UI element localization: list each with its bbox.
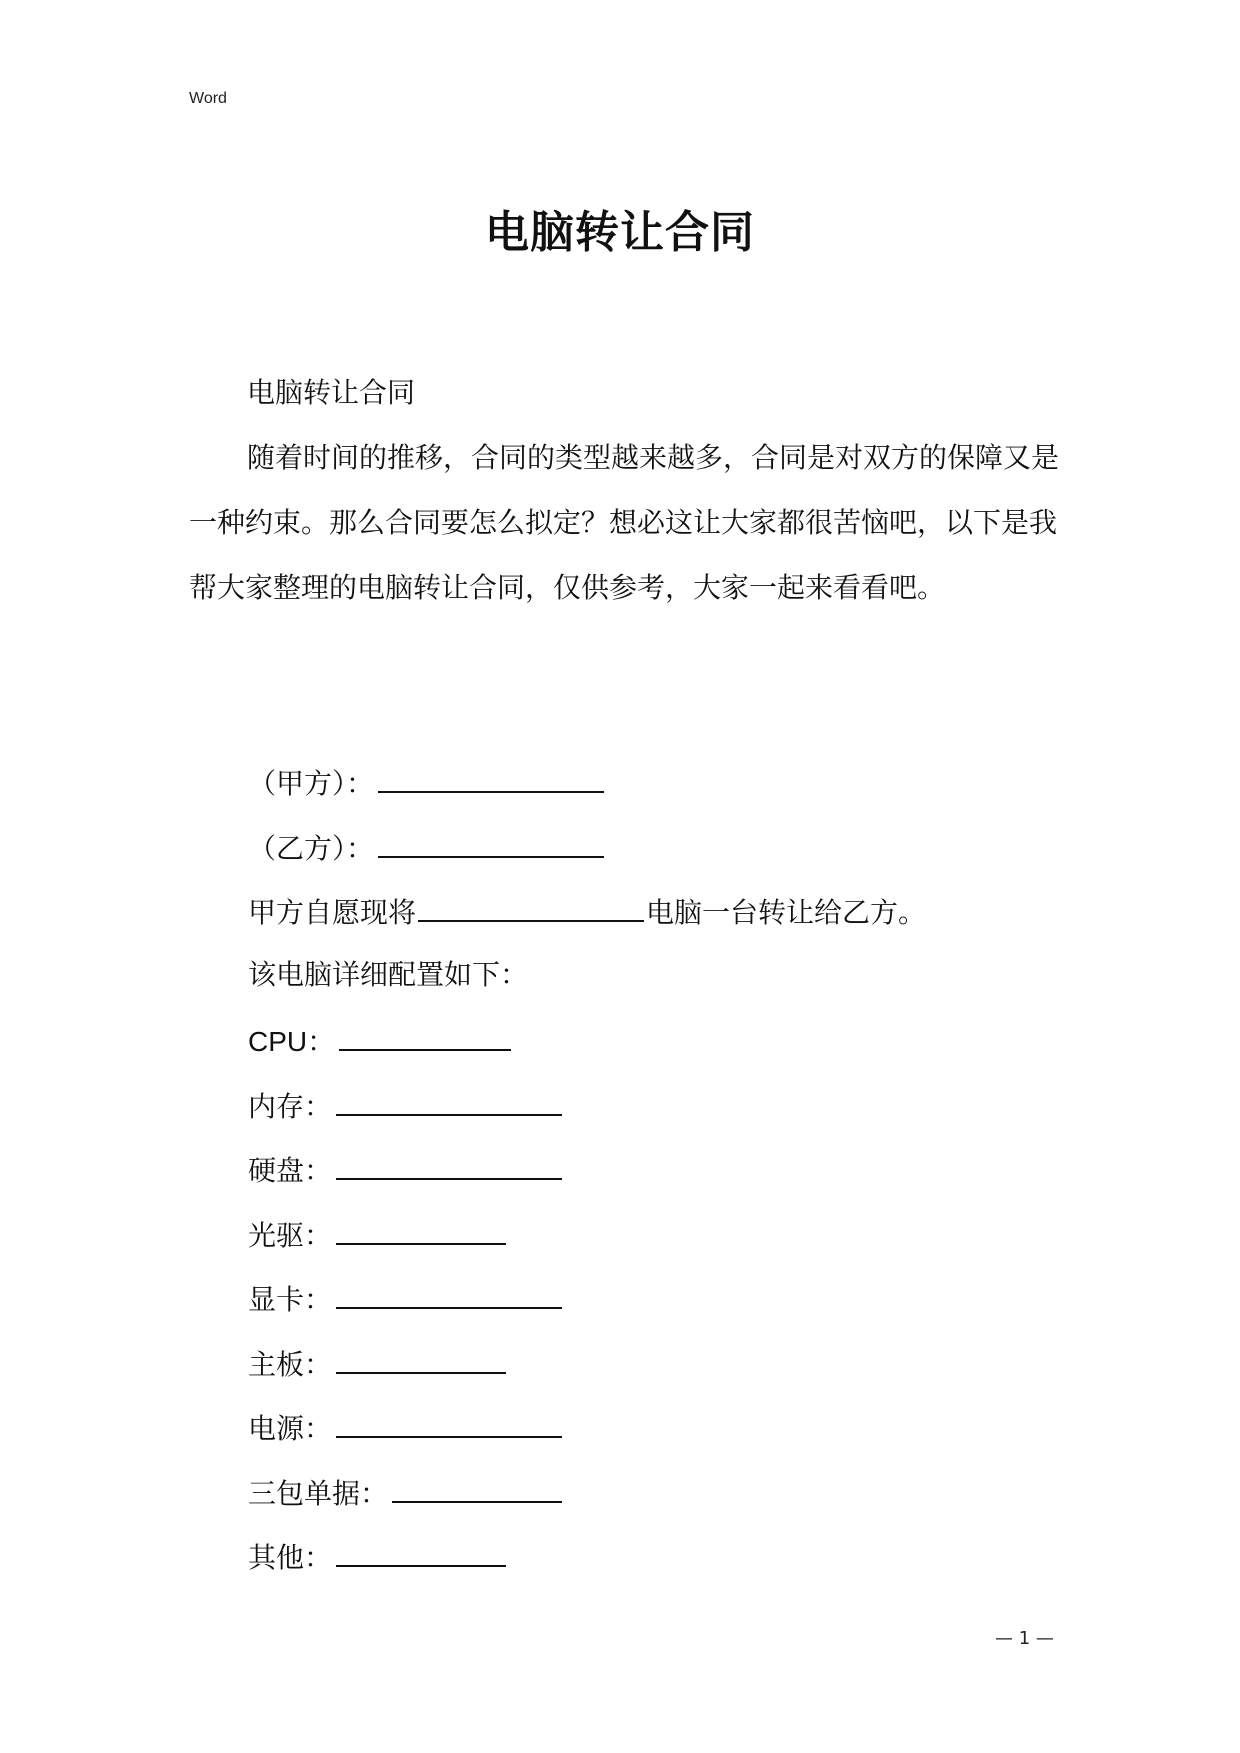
power-supply-line <box>248 1406 562 1449</box>
transfer-suffix: 电脑一台转让给乙方。 <box>646 896 927 929</box>
cpu-blank <box>339 1019 511 1051</box>
party-b-line <box>248 826 604 869</box>
motherboard-label: 主板： <box>248 1348 333 1381</box>
transfer-prefix: 甲方自愿现将 <box>248 896 417 929</box>
document-subtitle: 电脑转让合同 <box>247 376 416 409</box>
config-heading: 该电脑详细配置如下： <box>248 958 529 991</box>
warranty-receipt-label: 三包单据： <box>248 1477 389 1510</box>
hard-disk-line <box>248 1148 562 1191</box>
warranty-receipt-blank <box>392 1471 562 1503</box>
warranty-receipt-line <box>248 1471 562 1514</box>
document-title: 电脑转让合同 <box>485 207 755 258</box>
memory-line <box>248 1084 562 1127</box>
power-supply-label: 电源： <box>248 1412 333 1445</box>
header-word-label: Word <box>189 90 227 107</box>
page-number: — 1 — <box>995 1628 1054 1649</box>
motherboard-line <box>248 1342 506 1385</box>
graphics-card-blank <box>336 1277 562 1309</box>
power-supply-blank <box>336 1406 562 1438</box>
other-blank <box>336 1535 506 1567</box>
party-b-label: （乙方）： <box>248 832 375 865</box>
intro-paragraph: 随着时间的推移，合同的类型越来越多，合同是对双方的保障又是一种约束。那么合同要怎么拟定？想必这让大家都很苦恼吧，以下是我帮大家整理的电脑转让合同，仅供参考，大家一起来看看吧。 <box>189 441 1060 604</box>
hard-disk-label: 硬盘： <box>248 1154 333 1187</box>
optical-drive-label: 光驱： <box>248 1219 333 1252</box>
other-line <box>248 1535 506 1578</box>
party-a-line <box>248 761 604 804</box>
party-a-blank <box>378 761 604 793</box>
computer-model-blank <box>418 890 644 922</box>
memory-label: 内存： <box>248 1090 333 1123</box>
optical-drive-blank <box>336 1213 506 1245</box>
party-b-blank <box>378 826 604 858</box>
optical-drive-line <box>248 1213 506 1256</box>
party-a-label: （甲方）： <box>248 767 375 800</box>
memory-blank <box>336 1084 562 1116</box>
graphics-card-line <box>248 1277 562 1320</box>
hard-disk-blank <box>336 1148 562 1180</box>
graphics-card-label: 显卡： <box>248 1283 333 1316</box>
cpu-line <box>248 1019 511 1062</box>
other-label: 其他： <box>248 1541 333 1574</box>
transfer-statement-line <box>248 890 926 933</box>
motherboard-blank <box>336 1342 506 1374</box>
cpu-label: CPU： <box>248 1026 336 1057</box>
